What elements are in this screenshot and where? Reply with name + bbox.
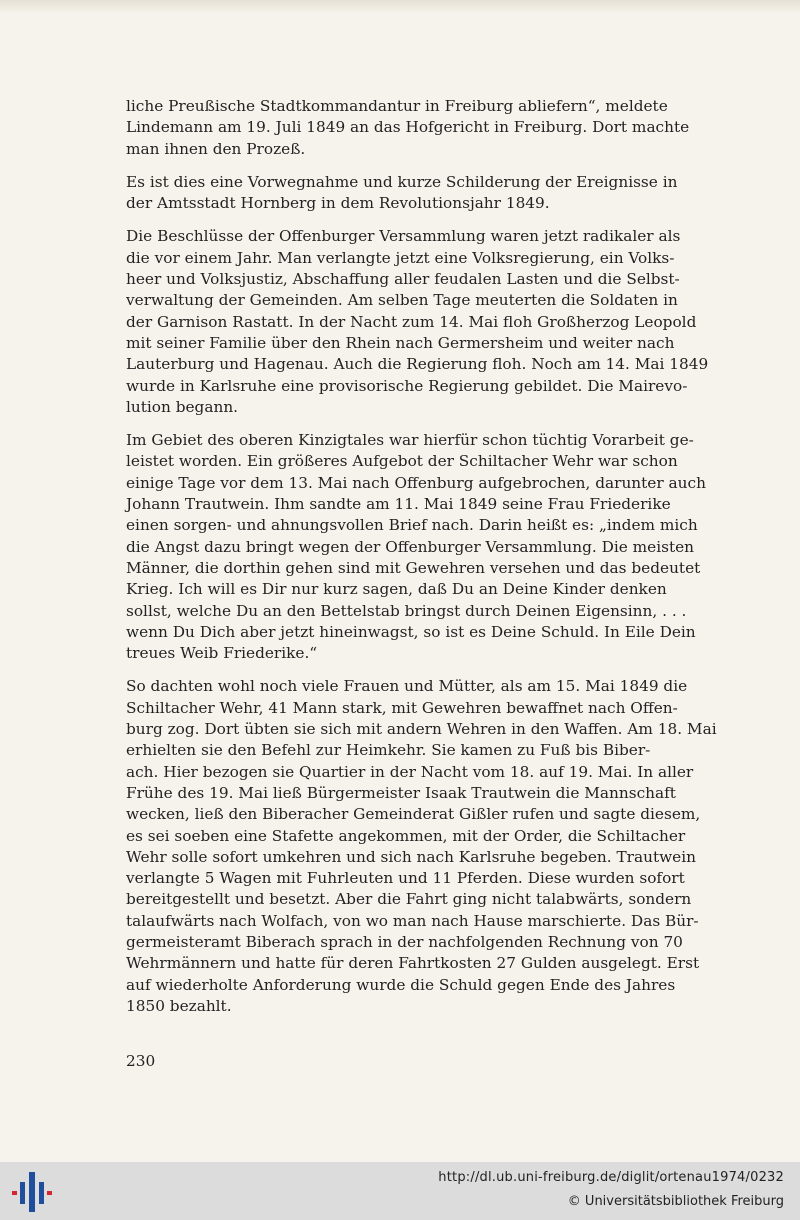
paragraph: liche Preußische Stadtkommandantur in Freiburg abliefern“, meldete Lindemann am 19. Juli 1849 an das Hofgericht in Freiburg. Dort machte man ihnen den Prozeß. <box>126 97 690 158</box>
source-url-link[interactable]: http://dl.ub.uni-freiburg.de/diglit/ortenau1974/0232 <box>438 1170 784 1185</box>
page-number: 230 <box>126 1052 156 1070</box>
document-body <box>126 96 728 1029</box>
ub-freiburg-logo-icon <box>10 1170 56 1214</box>
copyright-notice: © Universitätsbibliothek Freiburg <box>567 1194 784 1209</box>
paragraph: So dachten wohl noch viele Frauen und Mütter, als am 15. Mai 1849 die Schiltacher Wehr, 41 Mann stark, mit Gewehren bewaffnet nach Offen- burg zog. Dort übten sie sich mit andern Wehren in den Waffen. Am 18. Mai erhielten sie den Befehl zur Heimkehr. Sie kamen zu Fuß bis Biber- ach. Hier bezogen sie Quartier in der Nacht vom 18. auf 19. Mai. In aller Frühe des 19. Mai ließ Bürgermeister Isaak Trautwein die Mannschaft wecken, ließ den Biberacher Gemeinderat Gißler rufen und sagte diesem, es sei soeben eine Stafette angekommen, mit der Order, die Schiltacher Wehr solle sofort umkehren und sich nach Karlsruhe begeben. Trautwein verlangte 5 Wagen mit Fuhrleuten und 11 Pferden. Diese wurden sofort bereitgestellt und besetzt. Aber die Fahrt ging nicht talabwärts, sondern talaufwärts nach Wolfach, von wo man nach Hause marschierte. Das Bür- germeisteramt Biberach sprach in der nachfolgenden Rechnung von 70 Wehrmännern und hatte für deren Fahrtkosten 27 Gulden ausgelegt. Erst auf wiederholte Anforderung wurde die Schuld gegen Ende des Jahres 1850 bezahlt. <box>126 677 717 1015</box>
page-edge-shade <box>0 0 800 14</box>
paragraph: Die Beschlüsse der Offenburger Versammlung waren jetzt radikaler als die vor einem Jahr. Man verlangte jetzt eine Volksregierung, ein Volks- heer und Volksjustiz, Abschaffung aller feudalen Lasten und die Selbst- verwaltung der Gemeinden. Am selben Tage meuterten die Soldaten in der Garnison Rastatt. In der Nacht zum 14. Mai floh Großherzog Leopold mit seiner Familie über den Rhein nach Germersheim und weiter nach Lauterburg und Hagenau. Auch die Regierung floh. Noch am 14. Mai 1849 wurde in Karlsruhe eine provisorische Regierung gebildet. Die Mairevo- lution begann. <box>126 227 709 416</box>
paragraph: Es ist dies eine Vorwegnahme und kurze Schilderung der Ereignisse in der Amtsstadt Hornberg in dem Revolutionsjahr 1849. <box>126 172 678 213</box>
footer-bar <box>0 1162 800 1220</box>
paragraph: Im Gebiet des oberen Kinzigtales war hierfür schon tüchtig Vorarbeit ge- leistet worden. Ein größeres Aufgebot der Schiltacher Wehr war schon einige Tage vor dem 13. Mai nach Offenburg aufgebrochen, darunter auch Johann Trautwein. Ihm sandte am 11. Mai 1849 seine Frau Friederike einen sorgen- und ahnungsvollen Brief nach. Darin heißt es: „indem mich die Angst dazu bringt wegen der Offenburger Versammlung. Die meisten Männer, die dorthin gehen sind mit Gewehren versehen und das bedeutet Krieg. Ich will es Dir nur kurz sagen, daß Du an Deine Kinder denken sollst, welche Du an den Bettelstab bringst durch Deinen Eigensinn, . . . wenn Du Dich aber jetzt hineinwagst, so ist es Deine Schuld. In Eile Dein treues Weib Friederike.“ <box>126 431 706 663</box>
